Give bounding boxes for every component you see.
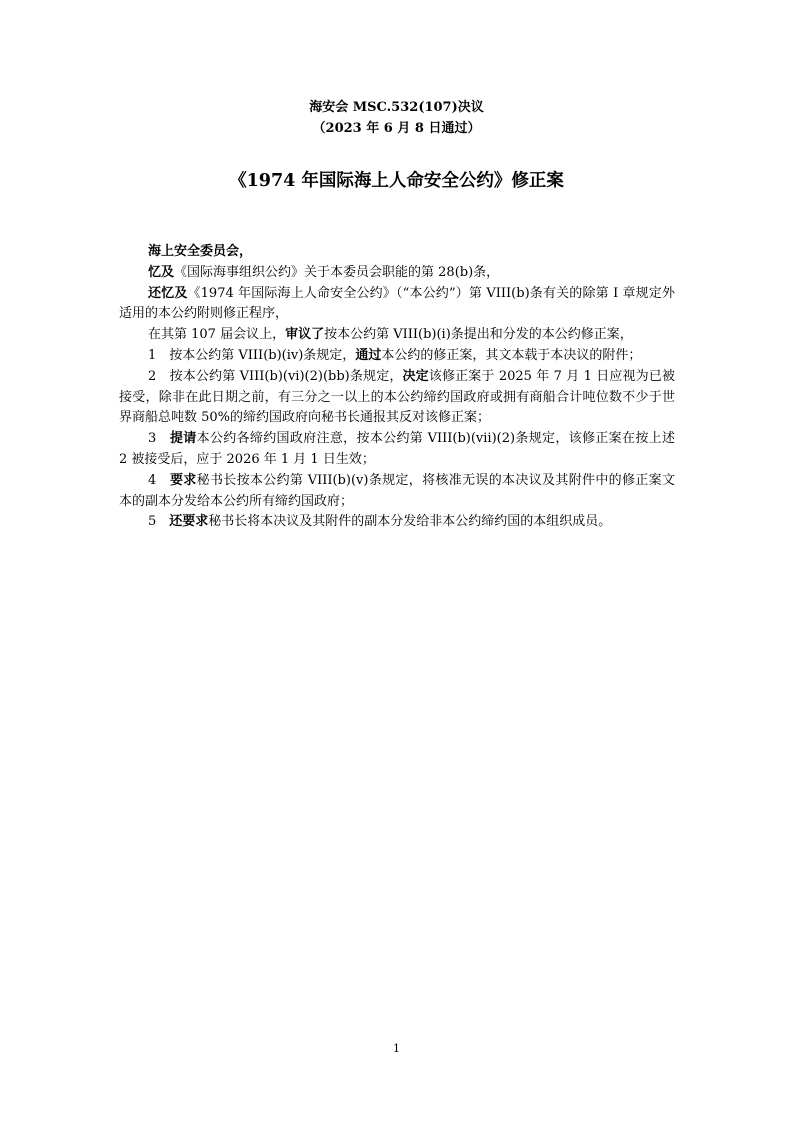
preamble-considered (119, 325, 675, 346)
para-pre: 在其第 107 届会议上， (148, 327, 286, 343)
para-pre: 2 按本公约第 VIII(b)(vi)(2)(bb)条规定， (148, 368, 403, 384)
resolution-number: 海安会 MSC.532(107)决议 (309, 100, 484, 115)
para-text: 秘书长按本公约第 VIII(b)(v)条规定，将核准无误的本决议及其附件中的修正案文本的副本分发给本公约所有缔约国政府； (119, 472, 675, 509)
para-pre: 1 按本公约第 VIII(b)(iv)条规定， (148, 347, 356, 363)
para-lead: 海上安全委员会， (148, 244, 253, 259)
para-text: 按本公约第 VIII(b)(i)条提出和分发的本公约修正案， (324, 327, 633, 343)
para-lead: 还要求 (169, 514, 209, 530)
para-lead: 提请 (169, 431, 197, 447)
para-lead: 还忆及 (148, 285, 188, 301)
para-text: 秘书长将本决议及其附件的副本分发给非本公约缔约国的本组织成员。 (208, 514, 612, 530)
preamble-recalling-further (119, 284, 675, 326)
para-text: 《1974 年国际海上人命安全公约》（“本公约”）第 VIII(b)条有关的除第 I 章规定外适用的本公约附则修正程序， (119, 285, 675, 322)
para-lead: 忆及 (148, 264, 175, 280)
para-text: 该修正案于 2025 年 7 月 1 日应视为已被接受，除非在此日期之前，有三分之一以上的本公约缔约国政府或拥有商船合计吨位数不少于世界商船总吨数 50%的缔约国政府向秘书长通报其反对该修正案； (119, 368, 675, 426)
para-lead: 通过 (355, 347, 382, 363)
para-text: 《国际海事组织公约》关于本委员会职能的第 28(b)条， (174, 264, 500, 280)
preamble-committee (119, 242, 675, 263)
para-text: 本公约各缔约国政府注意，按本公约第 VIII(b)(vii)(2)条规定，该修正案在按上述 2 被接受后，应于 2026 年 1 月 1 日生效； (119, 431, 675, 467)
para-text: 本公约的修正案，其文本载于本决议的附件； (381, 347, 642, 363)
para-lead: 决定 (402, 368, 429, 384)
para-lead: 要求 (169, 472, 197, 488)
adoption-date: （2023 年 6 月 8 日通过） (312, 121, 481, 136)
operative-para-5 (119, 512, 675, 533)
operative-para-3 (119, 429, 675, 471)
page-number: 1 (393, 1042, 400, 1055)
para-pre: 3 (148, 431, 170, 447)
operative-para-4 (119, 471, 675, 513)
document-title: 《1974 年国际海上人命安全公约》修正案 (229, 171, 564, 191)
preamble-recalling (119, 263, 675, 284)
operative-para-2 (119, 367, 675, 429)
para-pre: 5 (148, 514, 170, 530)
para-pre: 4 (148, 472, 170, 488)
operative-para-1 (119, 346, 675, 367)
resolution-body (119, 242, 675, 533)
para-lead: 审议了 (285, 327, 325, 343)
